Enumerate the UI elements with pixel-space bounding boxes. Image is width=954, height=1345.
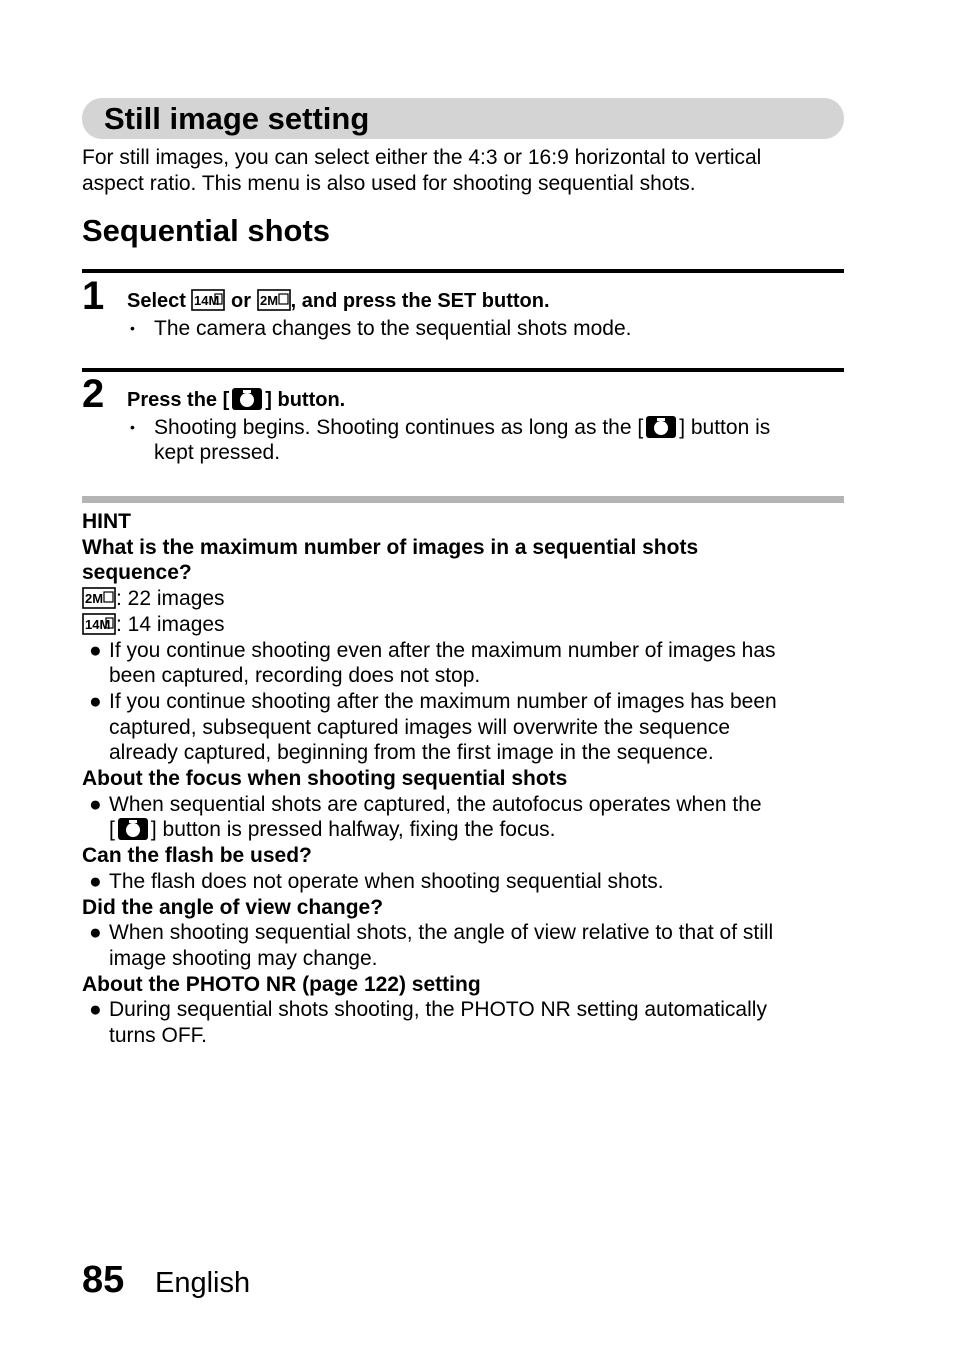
- bullet-text: When shooting sequential shots, the angle of view relative to that of still: [109, 921, 774, 945]
- hint-bullet: [82, 997, 852, 1048]
- bullet-text: turns OFF.: [109, 1024, 208, 1048]
- bullet-text: During sequential shots shooting, the PHOTO NR setting automatically: [109, 998, 767, 1022]
- hint-bullet: [82, 869, 852, 895]
- step-title: [127, 387, 345, 413]
- bullet-text: image shooting may change.: [109, 946, 378, 970]
- shutter-camera-icon: [646, 416, 676, 438]
- bullet-text-part: Shooting begins. Shooting continues as long as the [: [154, 416, 644, 439]
- sequential-2m-icon: [82, 587, 116, 609]
- bullet-dot: ●: [89, 792, 102, 816]
- bullet-dot: •: [130, 320, 135, 336]
- bullet-dot: ●: [89, 689, 102, 713]
- count-text: : 22 images: [116, 587, 225, 611]
- banner-title: Still image setting: [104, 101, 370, 136]
- bullet-text: If you continue shooting even after the maximum number of images has: [109, 638, 776, 662]
- hint-label: HINT: [82, 510, 131, 533]
- hint-question: About the focus when shooting sequential shots: [82, 767, 568, 791]
- step-title-text: or: [225, 290, 257, 312]
- hint-question: About the PHOTO NR (page 122) setting: [82, 972, 481, 996]
- count-row: [82, 586, 852, 612]
- bullet-dot: ●: [89, 869, 102, 893]
- intro-line: aspect ratio. This menu is also used for shooting sequential shots.: [82, 172, 696, 195]
- bullet-text: The camera changes to the sequential shots mode.: [154, 317, 632, 340]
- bullet-text-part: kept pressed.: [154, 441, 281, 464]
- hint-divider: [82, 496, 844, 503]
- hint-bullet: [82, 689, 852, 766]
- bullet-text: The flash does not operate when shooting sequential shots.: [109, 869, 664, 893]
- step-number: 1: [82, 274, 105, 318]
- section-banner: [82, 98, 844, 139]
- bullet-text: If you continue shooting after the maximum number of images has been: [109, 689, 777, 713]
- step-bullet: [130, 316, 830, 341]
- bullet-text: When sequential shots are captured, the autofocus operates when the: [109, 792, 762, 816]
- hint-section: [82, 509, 852, 1049]
- step-title-text: Press the [: [127, 389, 230, 411]
- intro-paragraph: [82, 145, 852, 197]
- bullet-dot: •: [130, 419, 135, 435]
- bullet-text: already captured, beginning from the first image in the sequence.: [109, 741, 714, 765]
- page-number: 85: [82, 1259, 125, 1301]
- section-title: Sequential shots: [82, 213, 331, 248]
- hint-question: What is the maximum number of images in a sequential shots: [82, 535, 699, 559]
- svg-text:2M: 2M: [85, 591, 104, 607]
- svg-text:14M: 14M: [85, 616, 111, 632]
- hint-bullet: [82, 792, 852, 843]
- count-row: [82, 612, 852, 638]
- intro-line: For still images, you can select either the 4:3 or 16:9 horizontal to vertical: [82, 146, 762, 169]
- bullet-text-part: ] button is: [679, 416, 771, 439]
- shutter-camera-icon: [118, 818, 148, 840]
- svg-text:14M: 14M: [194, 293, 220, 308]
- bullet-text: [: [109, 818, 115, 842]
- bullet-text: been captured, recording does not stop.: [109, 664, 481, 688]
- bullet-dot: ●: [89, 921, 102, 945]
- hint-bullet: [82, 920, 852, 971]
- bullet-dot: ●: [89, 638, 102, 662]
- bullet-dot: ●: [89, 998, 102, 1022]
- sequential-2m-icon: [257, 289, 291, 311]
- bullet-text: ] button is pressed halfway, fixing the focus.: [150, 818, 556, 842]
- step-divider: [82, 269, 844, 273]
- page-language: English: [155, 1267, 251, 1299]
- step-bullet: [130, 415, 830, 465]
- step-title-text: , and press the SET button.: [290, 290, 550, 312]
- step-title-text: ] button.: [265, 389, 346, 411]
- hint-question: Can the flash be used?: [82, 844, 312, 868]
- bullet-text: captured, subsequent captured images will overwrite the sequence: [109, 715, 731, 739]
- step-title-text: Select: [127, 290, 192, 312]
- hint-question: sequence?: [82, 561, 192, 585]
- sequential-14m-icon: [82, 613, 116, 635]
- count-text: : 14 images: [116, 612, 225, 636]
- step-title: [127, 288, 550, 314]
- shutter-camera-icon: [232, 388, 262, 410]
- hint-question: Did the angle of view change?: [82, 895, 384, 919]
- svg-text:2M: 2M: [259, 293, 278, 308]
- sequential-14m-icon: [191, 289, 225, 311]
- bullet-text: [154, 415, 830, 465]
- step-number: 2: [82, 372, 105, 416]
- step-divider: [82, 368, 844, 372]
- hint-bullet: [82, 638, 852, 689]
